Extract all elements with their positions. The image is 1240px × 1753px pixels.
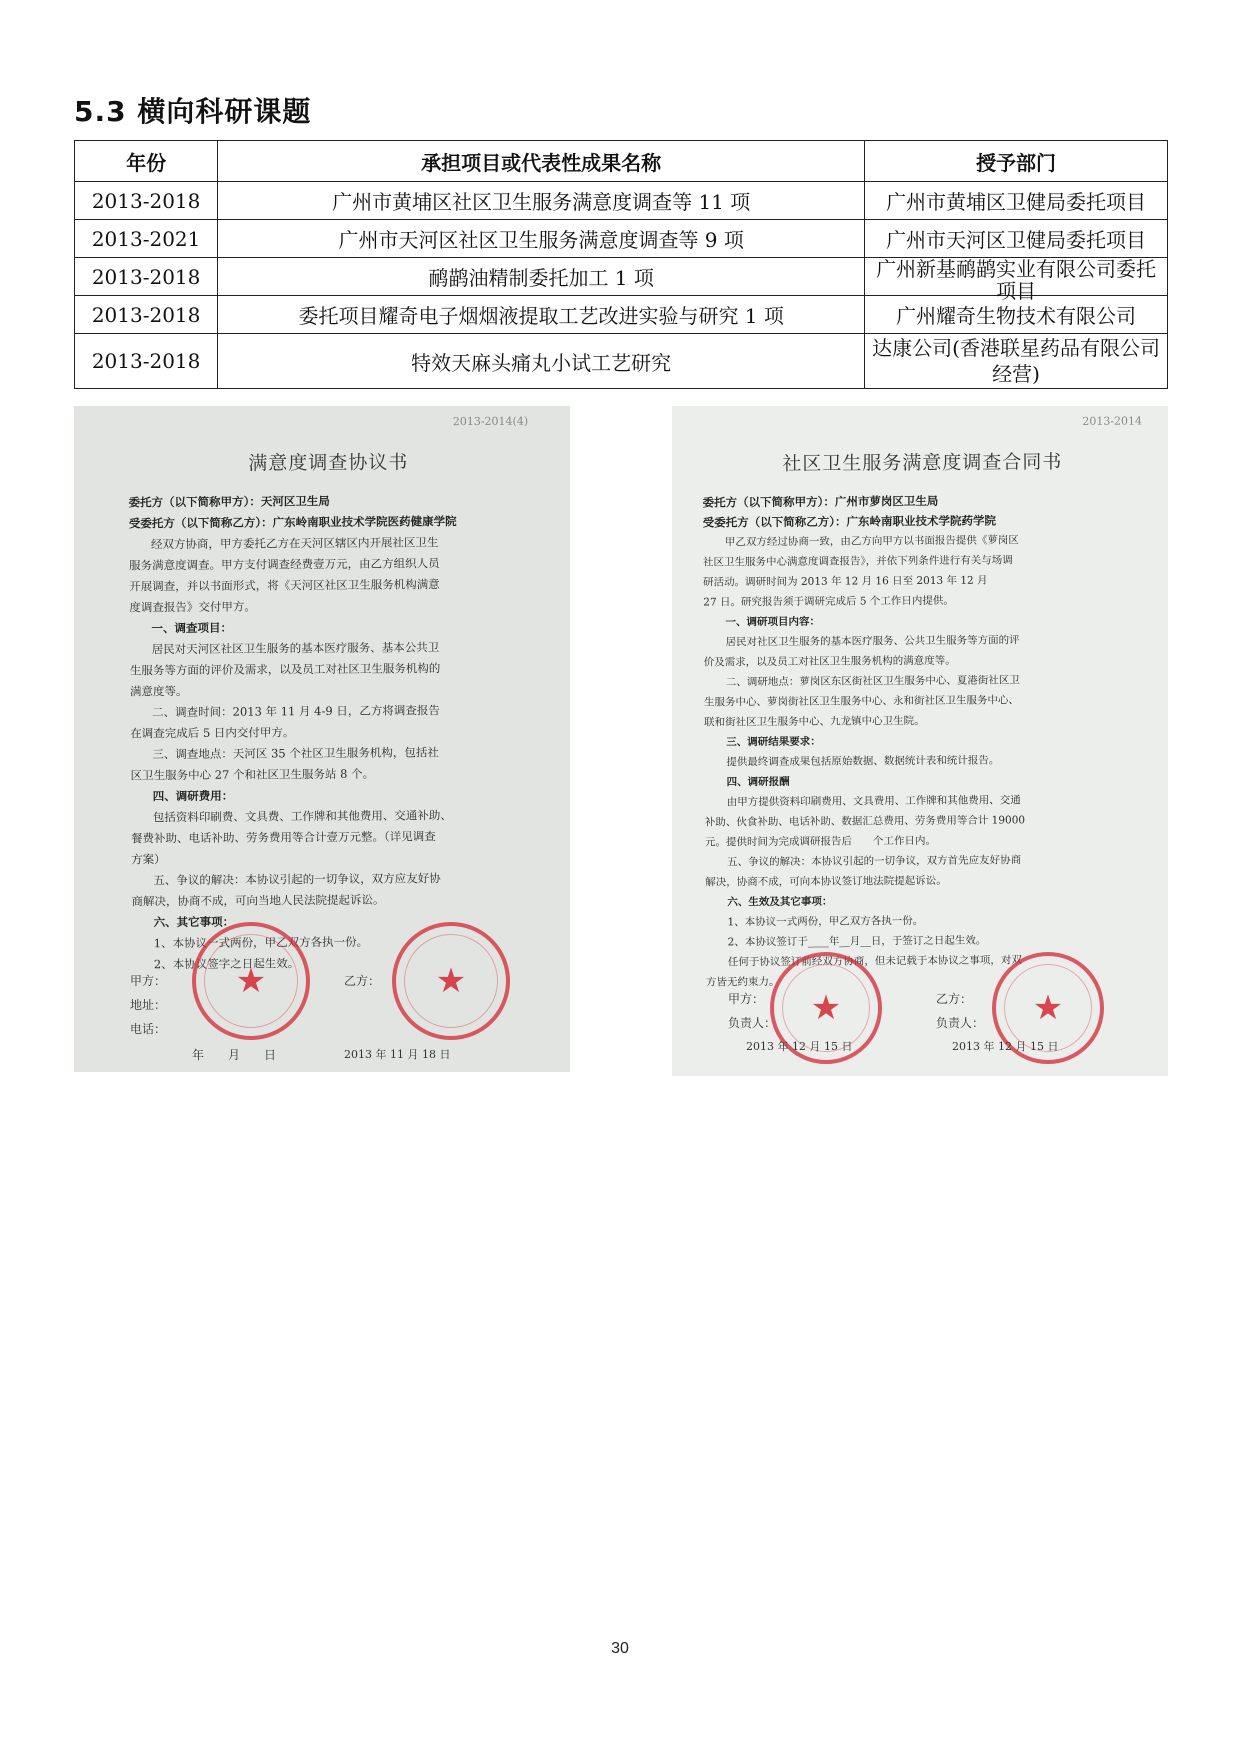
doc-line: 区卫生服务中心 27 个和社区卫生服务站 8 个。 (130, 766, 375, 783)
doc-line: 2、本协议签字之日起生效。 (153, 956, 300, 972)
cell-year: 2013-2018 (75, 258, 218, 296)
handwritten-note: 2013-2014 (1082, 414, 1143, 428)
doc-line: 经双方协商，甲方委托乙方在天河区辖区内开展社区卫生 (150, 535, 439, 552)
doc-line: 受委托方（以下简称乙方）：广东岭南职业技术学院医药健康学院 (128, 514, 457, 531)
doc-line: 1、本协议一式两份，甲乙双方各执一份。 (727, 915, 924, 929)
cell-dept: 广州市黄埔区卫健局委托项目 (865, 182, 1168, 220)
cell-dept: 达康公司(香港联星药品有限公司经营) (865, 334, 1168, 389)
doc-line: 六、其它事项： (153, 914, 235, 930)
doc-line: 解决，协商不成，可向本协议签订地法院提起诉讼。 (705, 874, 947, 889)
doc-line: 度调查报告》交付甲方。 (129, 599, 256, 615)
header-year: 年份 (75, 141, 218, 182)
party-a-label: 甲方： (728, 992, 765, 1006)
doc-line: 商解决，协商不成，可向当地人民法院提起诉讼。 (131, 892, 385, 909)
doc-line: 委托方（以下简称甲方）：天河区卫生局 (128, 493, 330, 510)
table-row (75, 258, 1168, 296)
doc-line: 三、调研结果要求： (726, 735, 821, 749)
doc-line: 开展调查，并以书面形式，将《天河区社区卫生服务机构满意 (129, 577, 440, 594)
doc-line: 餐费补助、电话补助、劳务费用等合计壹万元整。（详见调查 (130, 829, 436, 846)
cell-name: 鸸鹋油精制委托加工 1 项 (218, 258, 865, 296)
doc-line: 2、本协议签订于____年__月__日，于签订之日起生效。 (727, 934, 987, 949)
star-icon: ★ (1032, 988, 1064, 1028)
doc-line: 二、调研地点：萝岗区东区街社区卫生服务中心、夏港街社区卫 (725, 674, 1020, 689)
doc-line: 元。提供时间为完成调研报告后 个工作日内。 (704, 834, 937, 849)
doc-line: 一、调查项目： (151, 620, 233, 636)
star-icon: ★ (810, 988, 842, 1028)
cell-dept-text: 广州新基鸸鹋实业有限公司委托项目 (876, 257, 1157, 303)
doc-line: 四、调研费用： (152, 788, 234, 804)
doc-line: 甲乙双方经过协商一致，由乙方向甲方以书面报告提供《萝岗区 (724, 534, 1019, 549)
section-title: 5.3 横向科研课题 (74, 95, 312, 128)
date-signed: 2013 年 11 月 18 日 (344, 1048, 451, 1061)
doc-line: 一、调研项目内容： (725, 615, 820, 629)
doc-line: 方皆无约束力。 (705, 976, 780, 989)
doc-line: 在调查完成后 5 日内交付甲方。 (130, 725, 295, 741)
doc-line: 联和街社区卫生服务中心、九龙镇中心卫生院。 (704, 714, 925, 729)
cell-year: 2013-2018 (75, 334, 218, 389)
phone-label: 电话： (130, 1022, 167, 1036)
address-label: 地址： (130, 998, 167, 1012)
table-row (75, 296, 1168, 334)
doc-line: 生服务中心、萝岗街社区卫生服务中心、永和街社区卫生服务中心、 (703, 694, 1020, 709)
doc-line: 服务满意度调查。甲方支付调查经费壹万元，由乙方组织人员 (129, 556, 440, 573)
cell-name: 广州市黄埔区社区卫生服务满意度调查等 11 项 (218, 182, 865, 220)
red-seal-stamp (192, 922, 310, 1040)
contract-body (702, 414, 1146, 992)
cell-dept: 广州市天河区卫健局委托项目 (865, 220, 1168, 258)
doc-line: 任何于协议签订前经双方协商，但未记载于本协议之事项，对双 (727, 954, 1022, 969)
table-row (75, 334, 1168, 389)
doc-line: 研活动。调研时间为 2013 年 12 月 16 日至 2013 年 12 月 (703, 574, 988, 589)
cell-name: 特效天麻头痛丸小试工艺研究 (218, 334, 865, 389)
party-b-label: 乙方： (344, 974, 381, 988)
table-row (75, 182, 1168, 220)
doc-line: 价及需求，以及员工对社区卫生服务机构的满意度等。 (703, 654, 956, 669)
party-a-label: 甲方： (130, 974, 167, 988)
doc-line: 由甲方提供资料印刷费用、文具费用、工作牌和其他费用、交通 (726, 794, 1021, 809)
cell-year: 2013-2021 (75, 220, 218, 258)
doc-line: 补助、伙食补助、电话补助、数据汇总费用、劳务费用等合计 19000 (704, 814, 1026, 829)
doc-line: 二、调查时间：2013 年 11 月 4-9 日，乙方将调查报告 (152, 703, 440, 720)
doc-line: 1、本协议一式两份，甲乙双方各执一份。 (153, 934, 369, 951)
party-b-label: 乙方： (936, 992, 973, 1006)
doc-line: 提供最终调查成果包括原始数据、数据统计表和统计报告。 (726, 754, 1000, 769)
doc-line: 受委托方（以下简称乙方）：广东岭南职业技术学院药学院 (702, 513, 997, 530)
red-seal-stamp (392, 922, 510, 1040)
cell-year: 2013-2018 (75, 182, 218, 220)
projects-table (74, 140, 1168, 389)
table-row (75, 220, 1168, 258)
cell-year: 2013-2018 (75, 296, 218, 334)
table-header-row (75, 141, 1168, 182)
header-dept: 授予部门 (865, 141, 1168, 182)
scanned-contract-right (672, 406, 1168, 1076)
cell-dept: 广州耀奇生物技术有限公司 (865, 296, 1168, 334)
rep-a-label: 负责人： (728, 1016, 777, 1030)
star-icon: ★ (235, 961, 267, 1001)
agreement-title: 满意度调查协议书 (248, 451, 409, 475)
doc-line: 居民对社区卫生服务的基本医疗服务、公共卫生服务等方面的评 (725, 634, 1020, 649)
rep-b-label: 负责人： (936, 1016, 985, 1030)
doc-line: 包括资料印刷费、文具费、工作牌和其他费用、交通补助、 (152, 808, 452, 825)
cell-name: 委托项目耀奇电子烟烟液提取工艺改进实验与研究 1 项 (218, 296, 865, 334)
cell-name: 广州市天河区社区卫生服务满意度调查等 9 项 (218, 220, 865, 258)
doc-line: 六、生效及其它事项： (727, 895, 833, 909)
doc-line: 社区卫生服务中心满意度调查报告》，并依下列条件进行有关与场调 (702, 554, 1013, 569)
date-b: 2013 年 12 月 15 日 (952, 1040, 1059, 1053)
contract-title: 社区卫生服务满意度调查合同书 (782, 451, 1063, 475)
doc-line: 满意度等。 (129, 683, 188, 699)
doc-line: 方案） (131, 852, 166, 867)
date-blank: 年 月 日 (192, 1048, 277, 1062)
header-name: 承担项目或代表性成果名称 (218, 141, 865, 182)
page-number: 30 (611, 1640, 629, 1657)
doc-line: 委托方（以下简称甲方）：广州市萝岗区卫生局 (702, 493, 939, 510)
doc-line: 居民对天河区社区卫生服务的基本医疗服务、基本公共卫 (151, 640, 440, 657)
agreement-body (128, 415, 532, 976)
scanned-agreement-left (74, 406, 570, 1072)
doc-line: 生服务等方面的评价及需求，以及员工对社区卫生服务机构的 (129, 661, 441, 678)
doc-line: 四、调研报酬 (726, 775, 790, 789)
doc-line: 三、调查地点：天河区 35 个社区卫生服务机构，包括社 (152, 745, 439, 762)
cell-dept (865, 257, 1168, 303)
date-a: 2013 年 12 月 15 日 (746, 1040, 853, 1053)
doc-line: 五、争议的解决：本协议引起的一切争议，双方应友好协 (153, 871, 441, 888)
doc-line: 五、争议的解决：本协议引起的一切争议，双方首先应友好协商 (727, 854, 1022, 869)
star-icon: ★ (435, 961, 467, 1001)
handwritten-note: 2013-2014(4) (452, 414, 529, 429)
doc-line: 27 日。研究报告须于调研完成后 5 个工作日内提供。 (703, 594, 954, 609)
